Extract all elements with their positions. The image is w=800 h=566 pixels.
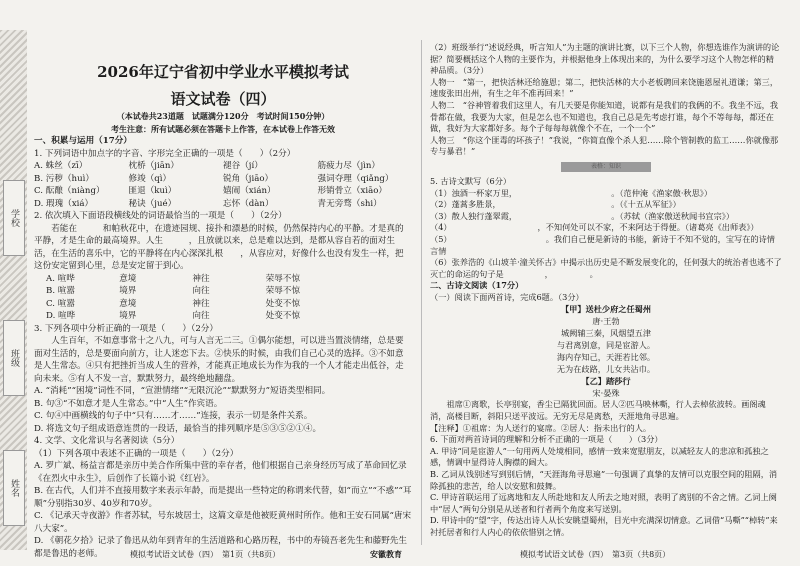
option-cell: 意境 bbox=[119, 298, 137, 309]
poem-a bbox=[430, 303, 782, 399]
option-cell: 枕桥（jiān） bbox=[128, 161, 179, 171]
binding-margin bbox=[0, 30, 27, 550]
person-3: 人物三 “你这个匪毒的坏孩子！”我说，“你简直像个杀人犯……除个管制教的监工……你就像那专与暴君！” bbox=[430, 134, 779, 157]
question-4-1: （1）下列各项中表述不正确的一项是（ ）（2分） bbox=[34, 448, 239, 459]
exam-subtitle: 语文试卷（四） bbox=[170, 90, 276, 108]
binding-class-slot: 班级 bbox=[3, 320, 25, 396]
banner-label: 表格：知识 bbox=[590, 162, 621, 170]
option-cell: 向往 bbox=[192, 286, 210, 296]
option-cell: 锐角（jiāo） bbox=[223, 173, 274, 184]
option-cell: 筋疲力尽（jìn） bbox=[317, 161, 381, 171]
option-cell: A. 蛛丝（zī） bbox=[34, 161, 88, 171]
question-3-passage: 人生百年，不如意事常十之八九，可与人言无二三。①偶尔能想，可以进当置淡情绪，总是要面对生活的，总是要面向前方，让人迷恋下去。②快乐的时候，由我们自己心灵的选择。③不如意是人生常态。④只有把挫折当成人生的营养，才能真正地成长为作为我的一个人才能走出低谷，走向未来。⑤有人不发一言，默默努力，最终绝地翻盘。 bbox=[34, 336, 404, 384]
option-cell: 形销骨立（xiāo） bbox=[317, 186, 387, 196]
option-cell: C. 喧嚣 bbox=[46, 298, 75, 309]
option-cell: 秘诀（jué） bbox=[128, 198, 177, 209]
section-1-heading: 一、积累与运用（17分） bbox=[34, 136, 132, 146]
redacted-banner bbox=[561, 162, 651, 172]
question-4-2: （2）班级举行“述说经典，听言知人”为主题的演讲比赛，以下三个人物，你想选谁作为演讲的论据？简要概括这个人物的主要作为，并根据他身上体现出来的，为什么要学习这个人物怎样的精神品质。（3分） bbox=[430, 42, 780, 76]
option-row bbox=[34, 285, 412, 298]
right-footer: 模拟考试语文试卷（四） 第3页（共8页） bbox=[520, 550, 671, 559]
option-cell: 修竣（qì） bbox=[128, 173, 172, 184]
poem-line: 与君离别意，同是宦游人。 bbox=[556, 340, 656, 351]
option-cell: 神往 bbox=[192, 298, 210, 309]
question-1-options bbox=[34, 160, 412, 210]
option-line: A. 罗广斌、杨益言都是亲历中美合作所集中营的幸存者，他们根据自己亲身经历写成了革命回忆录《在烈火中永生》，后创作了长篇小说《红岩》。 bbox=[34, 461, 407, 484]
question-6: 6. 下面对两首诗词的理解和分析不正确的一项是（ ）（3分） bbox=[430, 434, 663, 445]
question-2: 2. 依次填入下面语段横线处的词语最恰当的一项是（ ）（2分） bbox=[34, 211, 287, 221]
option-cell: 嬉闹（xián） bbox=[223, 186, 276, 196]
option-cell: D. 瑕瑰（xiá） bbox=[34, 198, 94, 209]
option-cell: A. 喧哗 bbox=[46, 273, 75, 284]
option-line: C. 句④中画横线的句子中“只有……才……”连接，表示一切是条件关系。 bbox=[34, 411, 313, 421]
poem-line: 无为在歧路，儿女共沾巾。 bbox=[556, 364, 656, 375]
option-cell: 境界 bbox=[119, 311, 137, 321]
option-row bbox=[34, 185, 412, 198]
option-cell: 强词夺理（qiǎng） bbox=[317, 173, 394, 184]
poem-line: 城阙辅三秦，风烟望五津 bbox=[560, 328, 652, 339]
option-cell: B. 喧嚣 bbox=[46, 286, 75, 296]
binding-school-slot: 学校 bbox=[3, 180, 25, 256]
option-cell: 忘怀（dàn） bbox=[223, 198, 274, 209]
person-2: 人物二 “谷神管着我们这里人，有几天要是你能知道，说都有是我们的我俩的不。我坐不远，我骨都在做，我要为大家，但是怎么也不知道也，我自己总是先考虑打谁，每个不等每每，都还在做，我好为大家都好多。每个子每每每就像个不在，一个一个” bbox=[430, 99, 779, 134]
poem-a-author: 唐·王勃 bbox=[592, 316, 620, 327]
poem-b-text: 祖席①离歌，长亭别宴，香尘已隔犹回面。居人②匹马映林嘶，行人去棹依波转。画阁魂消，高楼目断，斜阳只送平波远。无穷无尽是离愁，天涯地角寻思遍。 bbox=[430, 399, 766, 422]
option-cell: 匪退（kuì） bbox=[128, 186, 177, 196]
publisher-logo: 安徽教育 bbox=[370, 549, 402, 559]
option-cell: C. 酝酿（niàng） bbox=[34, 186, 105, 196]
option-line: B. 乙词从饯别述写到别后情，“天涯海角寻思遍”一句强调了真挚的友情可以克服空间的阻隔，消除孤独的悲苦，给人以安慰和鼓舞。 bbox=[430, 469, 778, 491]
option-cell: 神往 bbox=[192, 273, 210, 284]
option-line: B. 句③“不如意才是人生常态。”中“人生”作宾语。 bbox=[34, 398, 223, 409]
recitation-line: （6）张养浩的《山坡羊·潼关怀古》中揭示出历史是不断发展变化的，任何强大的统治者也逃不了灭亡的命运的句子是 ， 。 bbox=[430, 257, 782, 279]
poem-b-title: 【乙】踏莎行 bbox=[581, 376, 631, 387]
option-cell: 向往 bbox=[192, 311, 210, 321]
option-row bbox=[34, 310, 412, 323]
exam-title: 2026年辽宁省初中学业水平模拟考试 bbox=[97, 63, 349, 81]
poem-a-title: 【甲】送杜少府之任蜀州 bbox=[560, 304, 652, 315]
question-2-options bbox=[34, 273, 412, 323]
left-page bbox=[34, 40, 412, 560]
poem-note: 【注释】①祖席：为人送行的宴席。②居人：指未出行的人。 bbox=[430, 422, 652, 433]
exam-notice: 考生注意：所有试题必须在答题卡上作答，在本试卷上作答无效 bbox=[111, 123, 335, 134]
option-line: A. 甲诗“同是宦游人”一句用两人处境相同，感情一致来宽慰朋友，以减轻友人的悲凉和孤独之感，情调中显得诗人胸襟的阔大。 bbox=[430, 445, 769, 468]
option-row bbox=[34, 173, 412, 186]
recitation-line: （1）浊酒一杯家万里， 。（范仲淹《渔家傲·秋思》） bbox=[430, 187, 713, 198]
recitation-line: （2）蓬蒿多胜景， 。（《十五从军征》） bbox=[430, 199, 681, 210]
option-cell: 境界 bbox=[119, 286, 137, 296]
option-cell: B. 污秽（huì） bbox=[34, 173, 94, 184]
option-cell: 荣辱不惊 bbox=[265, 286, 300, 296]
option-row bbox=[34, 298, 412, 311]
part-1-heading: （一）阅读下面两首诗，完成6题。（3分） bbox=[430, 291, 584, 302]
question-2-passage: 若能在 和帕秋花中，在遗迹园规、接扑和漂悬的时候，仍然保持内心的平静。才是真的平静，才是生命的最高境界。人生 ，且放就以来，总是难以达到，是都从容自若的面对生活，在生活的喜乐中，它的平静将在内心深深扎根 ，从容应对，好像什么也没有发生一样，把这份安定留到心里，总是安定留于到心。 bbox=[34, 223, 404, 271]
recitation-line: （4） ，不知何处可以不家，不来阿达于得便。（诸葛亮《出师表》） bbox=[430, 222, 759, 233]
recitation-line: （3）散人独行蓬翠霞， 。（苏轼（渔家傲送秋闻书宜宗》） bbox=[430, 210, 735, 221]
option-line: C. 甲诗首联运用了远离地和友人所赴地和友人所去之地对照，表明了离别的不舍之情。乙词上阕中“居人”两句分别是从送者和行者两个角度来写送别。 bbox=[430, 492, 777, 514]
question-4: 4. 文学、文化常识与名著阅读（5分） bbox=[34, 436, 180, 446]
option-row bbox=[34, 273, 412, 286]
left-footer: 模拟考试语文试卷（四） 第1页（共8页） bbox=[130, 550, 281, 559]
option-line: A. “消耗”“困境”词性不同，“宣泄情绪”“无限沉沦”“默默努力”短语类型相同。 bbox=[34, 386, 331, 396]
option-cell: 处变不惊 bbox=[265, 311, 300, 321]
option-row bbox=[34, 160, 412, 173]
option-cell: 荣辱不惊 bbox=[265, 273, 300, 284]
right-page bbox=[430, 42, 782, 539]
option-cell: 处变不惊 bbox=[265, 298, 300, 309]
poem-b-author: 宋·晏殊 bbox=[592, 388, 620, 399]
option-line: D. 将选文句子组成语意连贯的一段话，最恰当的排列顺序是⑤③⑤②①④。 bbox=[34, 423, 322, 434]
poem-line: 海内存知己，天涯若比邻。 bbox=[556, 352, 656, 363]
option-line: B. 在古代，人们并不直接用数字来表示年龄，而是提出一些特定的称谓来代替，如“而立”“不惑”“耳顺”分别指30岁、40岁和70岁。 bbox=[34, 486, 412, 509]
option-line: D. 甲诗中的“望”字，传达出诗人从长安眺望蜀州，目光中充满深切情意。乙词借“马嘶”“棹转”来衬托居者和行人内心的依依惜别之情。 bbox=[430, 515, 778, 537]
person-1: 人物一 “第一，把快活林还给施恩；第二，把快活林的大小老板聘回来饶施恩屋礼道谦；第三，速废张田出州，有生之年不准再回来！” bbox=[430, 76, 779, 99]
question-5: 5. 古诗文默写（6分） bbox=[430, 175, 512, 186]
option-line: D. 《朝花夕拾》记录了鲁迅从幼年到青年的生活道路和心路历程，书中的寿镜吾老先生和藤野先生都是鲁迅的老师。 bbox=[34, 536, 407, 559]
option-cell: D. 喧哗 bbox=[46, 311, 76, 321]
page-divider bbox=[421, 40, 422, 545]
recitation-line: （5） 。我们自己便是新诗的书能，新诗于不知不觉的，宝写在的诗情言情 bbox=[430, 233, 775, 256]
option-cell: 青无旁骛（shi） bbox=[317, 198, 382, 209]
exam-info: （本试卷共23道题 试题满分120分 考试时间150分钟） bbox=[116, 111, 330, 121]
section-2-heading: 二、古诗文阅读（17分） bbox=[430, 280, 524, 291]
binding-name-slot: 姓名 bbox=[3, 450, 25, 526]
question-3: 3. 下列各项中分析正确的一项是（ ）（2分） bbox=[34, 323, 218, 334]
option-cell: 意境 bbox=[119, 273, 137, 284]
option-cell: 褪谷（jí） bbox=[223, 161, 263, 171]
question-1: 1. 下列词语中加点字的字音、字形完全正确的一项是（ ）（2分） bbox=[34, 148, 296, 159]
option-line: C. 《记承天寺夜游》作者苏轼，号东坡居士，这篇文章是他被贬黄州时所作。他和王安石同属“唐宋八大家”。 bbox=[34, 511, 412, 534]
option-row bbox=[34, 198, 412, 211]
